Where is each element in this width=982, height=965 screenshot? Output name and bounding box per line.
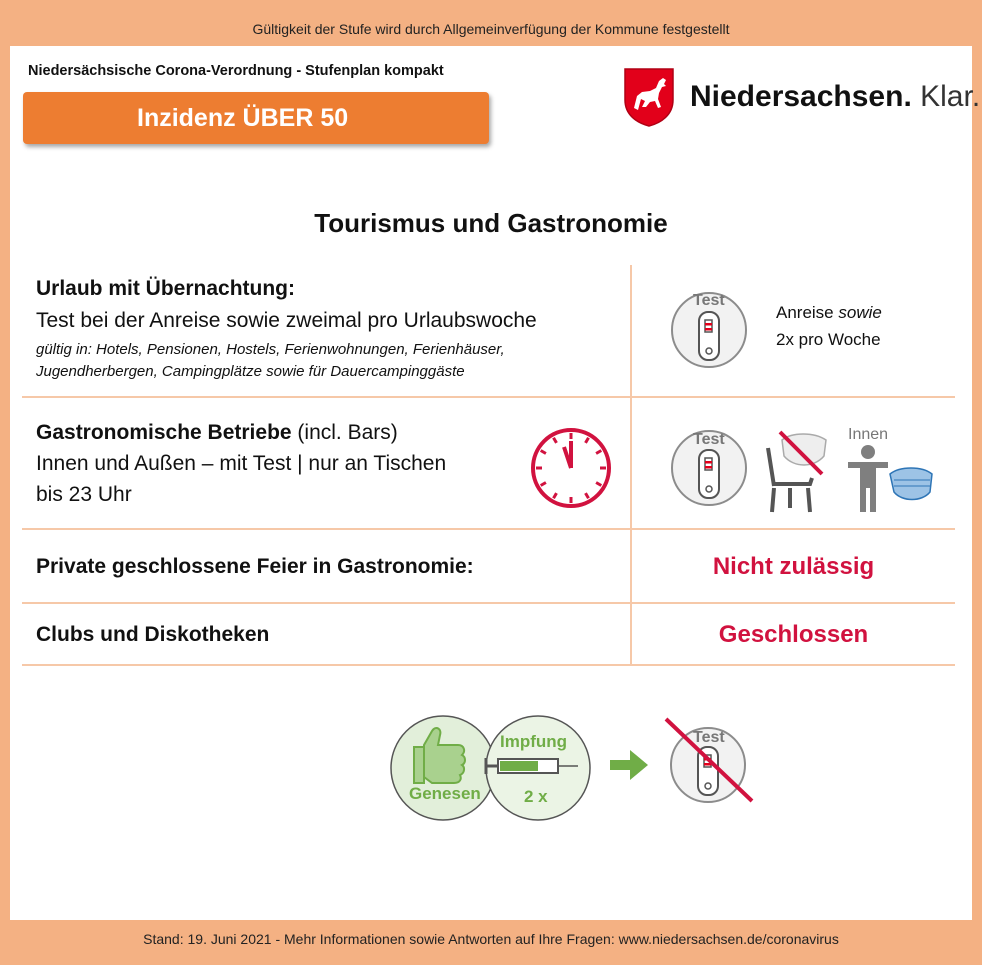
row-divider	[22, 528, 955, 530]
test-label: Test	[693, 729, 725, 746]
no-mask-at-table-icon	[762, 428, 834, 514]
clock-icon	[528, 425, 614, 511]
clubs-status-badge: Geschlossen	[718, 621, 869, 648]
row-divider	[22, 396, 955, 398]
section-title: Tourismus und Gastronomie	[314, 208, 668, 238]
urlaub-note-2: Jugendherbergen, Campingplätze sowie für Dauercampinggäste	[36, 363, 465, 380]
urlaub-note-1: gültig in: Hotels, Pensionen, Hostels, Ferienwohnungen, Ferienhäuser,	[36, 341, 505, 358]
gastro-rule: Innen und Außen – mit Test | nur an Tischen	[36, 452, 447, 475]
urlaub-right-2: 2x pro Woche	[776, 330, 881, 349]
exemption-circles	[388, 711, 593, 825]
impfung-label: Impfung	[500, 732, 568, 751]
feier-status-badge: Nicht zulässig	[712, 553, 875, 580]
niedersachsen-horse-logo-icon	[622, 66, 676, 128]
gastro-title-suffix: (incl. Bars)	[291, 421, 398, 444]
test-label: Test	[693, 431, 725, 448]
urlaub-title: Urlaub mit Übernachtung:	[36, 277, 296, 300]
test-label: Test	[693, 292, 725, 309]
clubs-title: Clubs und Diskotheken	[36, 623, 270, 646]
urlaub-right-1b: sowie	[838, 303, 882, 322]
row-divider	[22, 664, 955, 666]
gastro-title-main: Gastronomische Betriebe	[36, 421, 292, 444]
dose-label: 2 x	[524, 787, 548, 806]
mask-indoors-icon	[846, 444, 938, 514]
footer-info: Stand: 19. Juni 2021 - Mehr Informationen sowie Antworten auf Ihre Fragen: www.niedersachsen.de/coronavirus	[143, 931, 839, 947]
table-divider	[630, 265, 632, 396]
urlaub-right-1a: Anreise	[776, 303, 839, 322]
urlaub-rule: Test bei der Anreise sowie zweimal pro Urlaubswoche	[36, 309, 537, 332]
urlaub-right-1	[776, 303, 882, 323]
logo-claim: Klar.	[920, 80, 981, 113]
gastro-time: bis 23 Uhr	[36, 483, 132, 506]
gastro-title	[36, 421, 398, 445]
logo-name: Niedersachsen.	[690, 80, 912, 113]
incidence-badge: Inzidenz ÜBER 50	[23, 92, 489, 144]
innen-label: Innen	[848, 426, 889, 443]
validity-banner: Gültigkeit der Stufe wird durch Allgemeinverfügung der Kommune festgestellt	[252, 21, 730, 37]
genesen-label: Genesen	[409, 784, 481, 803]
subtitle: Niedersächsische Corona-Verordnung - Stufenplan kompakt	[28, 63, 444, 79]
logo-wordmark	[690, 80, 980, 114]
row-divider	[22, 602, 955, 604]
arrow-right-icon	[608, 748, 650, 782]
feier-title: Private geschlossene Feier in Gastronomie:	[36, 555, 474, 578]
